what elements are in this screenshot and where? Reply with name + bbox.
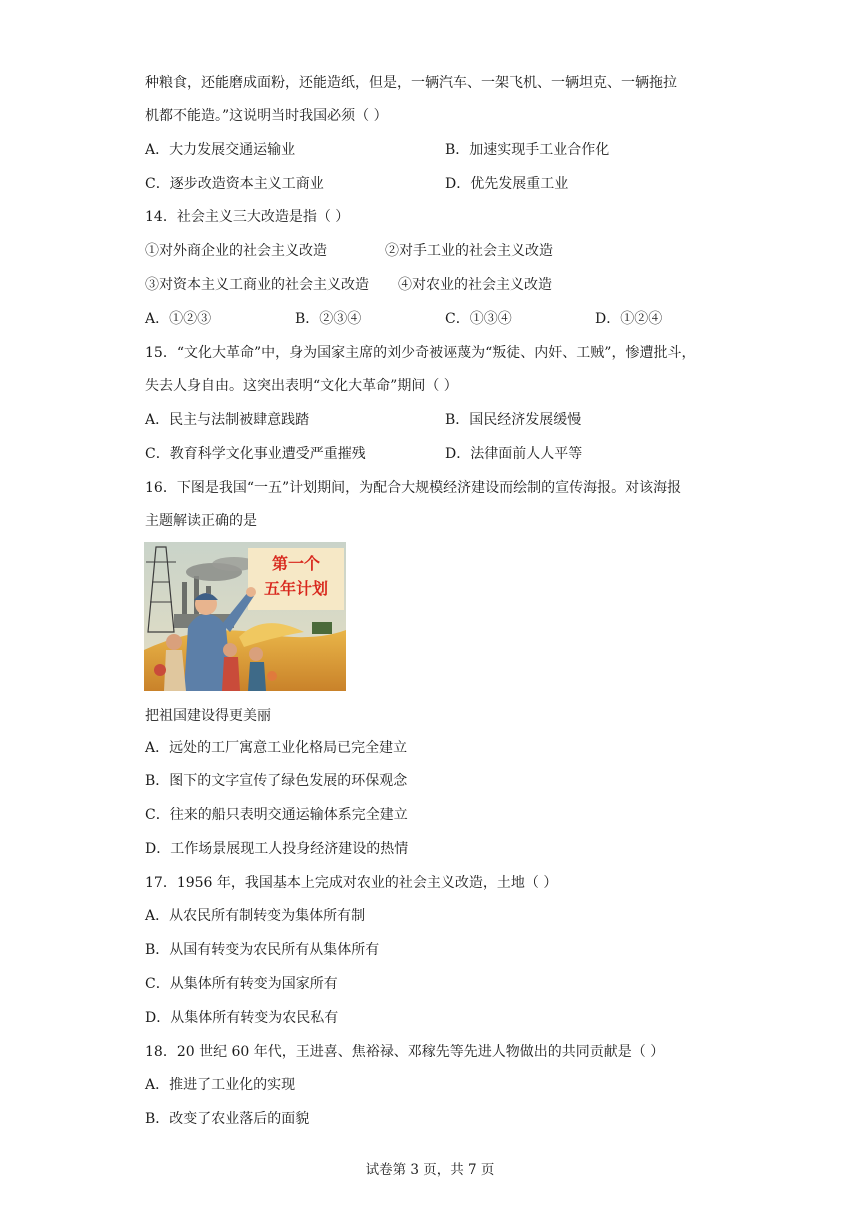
five-year-plan-poster — [144, 542, 346, 691]
q14-option-a: A．①②③ — [145, 311, 212, 327]
q14-option-c: C．①③④ — [445, 311, 512, 327]
poster-title-line2: 五年计划 — [263, 579, 329, 598]
q17-option-a: A．从农民所有制转变为集体所有制 — [145, 908, 366, 924]
q13-option-b: B．加速实现手工业合作化 — [445, 142, 610, 158]
q13-stem-line2: 机都不能造。”这说明当时我国必须（ ） — [145, 108, 388, 124]
q18-option-a: A．推进了工业化的实现 — [145, 1077, 296, 1093]
q14-option-d: D．①②④ — [595, 311, 663, 327]
poster-illustration — [144, 542, 346, 691]
q16-option-c: C．往来的船只表明交通运输体系完全建立 — [145, 807, 408, 823]
q18-option-b: B．改变了农业落后的面貌 — [145, 1111, 310, 1127]
q18-stem: 18．20 世纪 60 年代，王进喜、焦裕禄、邓稼先等先进人物做出的共同贡献是（ ） — [145, 1044, 665, 1060]
q13-option-a: A．大力发展交通运输业 — [145, 142, 296, 158]
q13-option-c: C．逐步改造资本主义工商业 — [145, 176, 324, 192]
poster-title-line1: 第一个 — [271, 554, 321, 573]
q17-option-c: C．从集体所有转变为国家所有 — [145, 976, 338, 992]
q14-item-3: ③对资本主义工商业的社会主义改造 — [145, 277, 369, 293]
q15-option-c: C．教育科学文化事业遭受严重摧残 — [145, 446, 366, 462]
q16-stem-line2: 主题解读正确的是 — [145, 513, 257, 529]
q15-option-b: B．国民经济发展缓慢 — [445, 412, 582, 428]
q15-option-d: D．法律面前人人平等 — [445, 446, 583, 462]
q14-option-b: B．②③④ — [295, 311, 362, 327]
q16-option-d: D．工作场景展现工人投身经济建设的热情 — [145, 841, 409, 857]
q17-option-b: B．从国有转变为农民所有从集体所有 — [145, 942, 380, 958]
q17-option-d: D．从集体所有转变为农民私有 — [145, 1010, 339, 1026]
q13-stem-line1: 种粮食，还能磨成面粉，还能造纸，但是，一辆汽车、一架飞机、一辆坦克、一辆拖拉 — [145, 75, 677, 91]
q14-item-2: ②对手工业的社会主义改造 — [385, 243, 553, 259]
q17-stem: 17．1956 年，我国基本上完成对农业的社会主义改造，土地（ ） — [145, 875, 558, 891]
q15-option-a: A．民主与法制被肆意践踏 — [145, 412, 310, 428]
q15-stem-line2: 失去人身自由。这突出表明“文化大革命”期间（ ） — [145, 378, 458, 394]
q16-poster-caption: 把祖国建设得更美丽 — [145, 708, 271, 724]
q16-option-b: B．图下的文字宣传了绿色发展的环保观念 — [145, 773, 408, 789]
q14-item-1: ①对外商企业的社会主义改造 — [145, 243, 327, 259]
page-footer: 试卷第 3 页，共 7 页 — [365, 1162, 495, 1178]
q13-option-d: D．优先发展重工业 — [445, 176, 569, 192]
q14-stem: 14．社会主义三大改造是指（ ） — [145, 209, 350, 225]
q16-option-a: A．远处的工厂寓意工业化格局已完全建立 — [145, 740, 408, 756]
q15-stem-line1: 15．“文化大革命”中，身为国家主席的刘少奇被诬蔑为“叛徒、内奸、工贼”，惨遭批斗， — [145, 345, 696, 361]
q16-stem-line1: 16．下图是我国“一五”计划期间，为配合大规模经济建设而绘制的宣传海报。对该海报 — [145, 480, 682, 496]
q14-item-4: ④对农业的社会主义改造 — [398, 277, 552, 293]
